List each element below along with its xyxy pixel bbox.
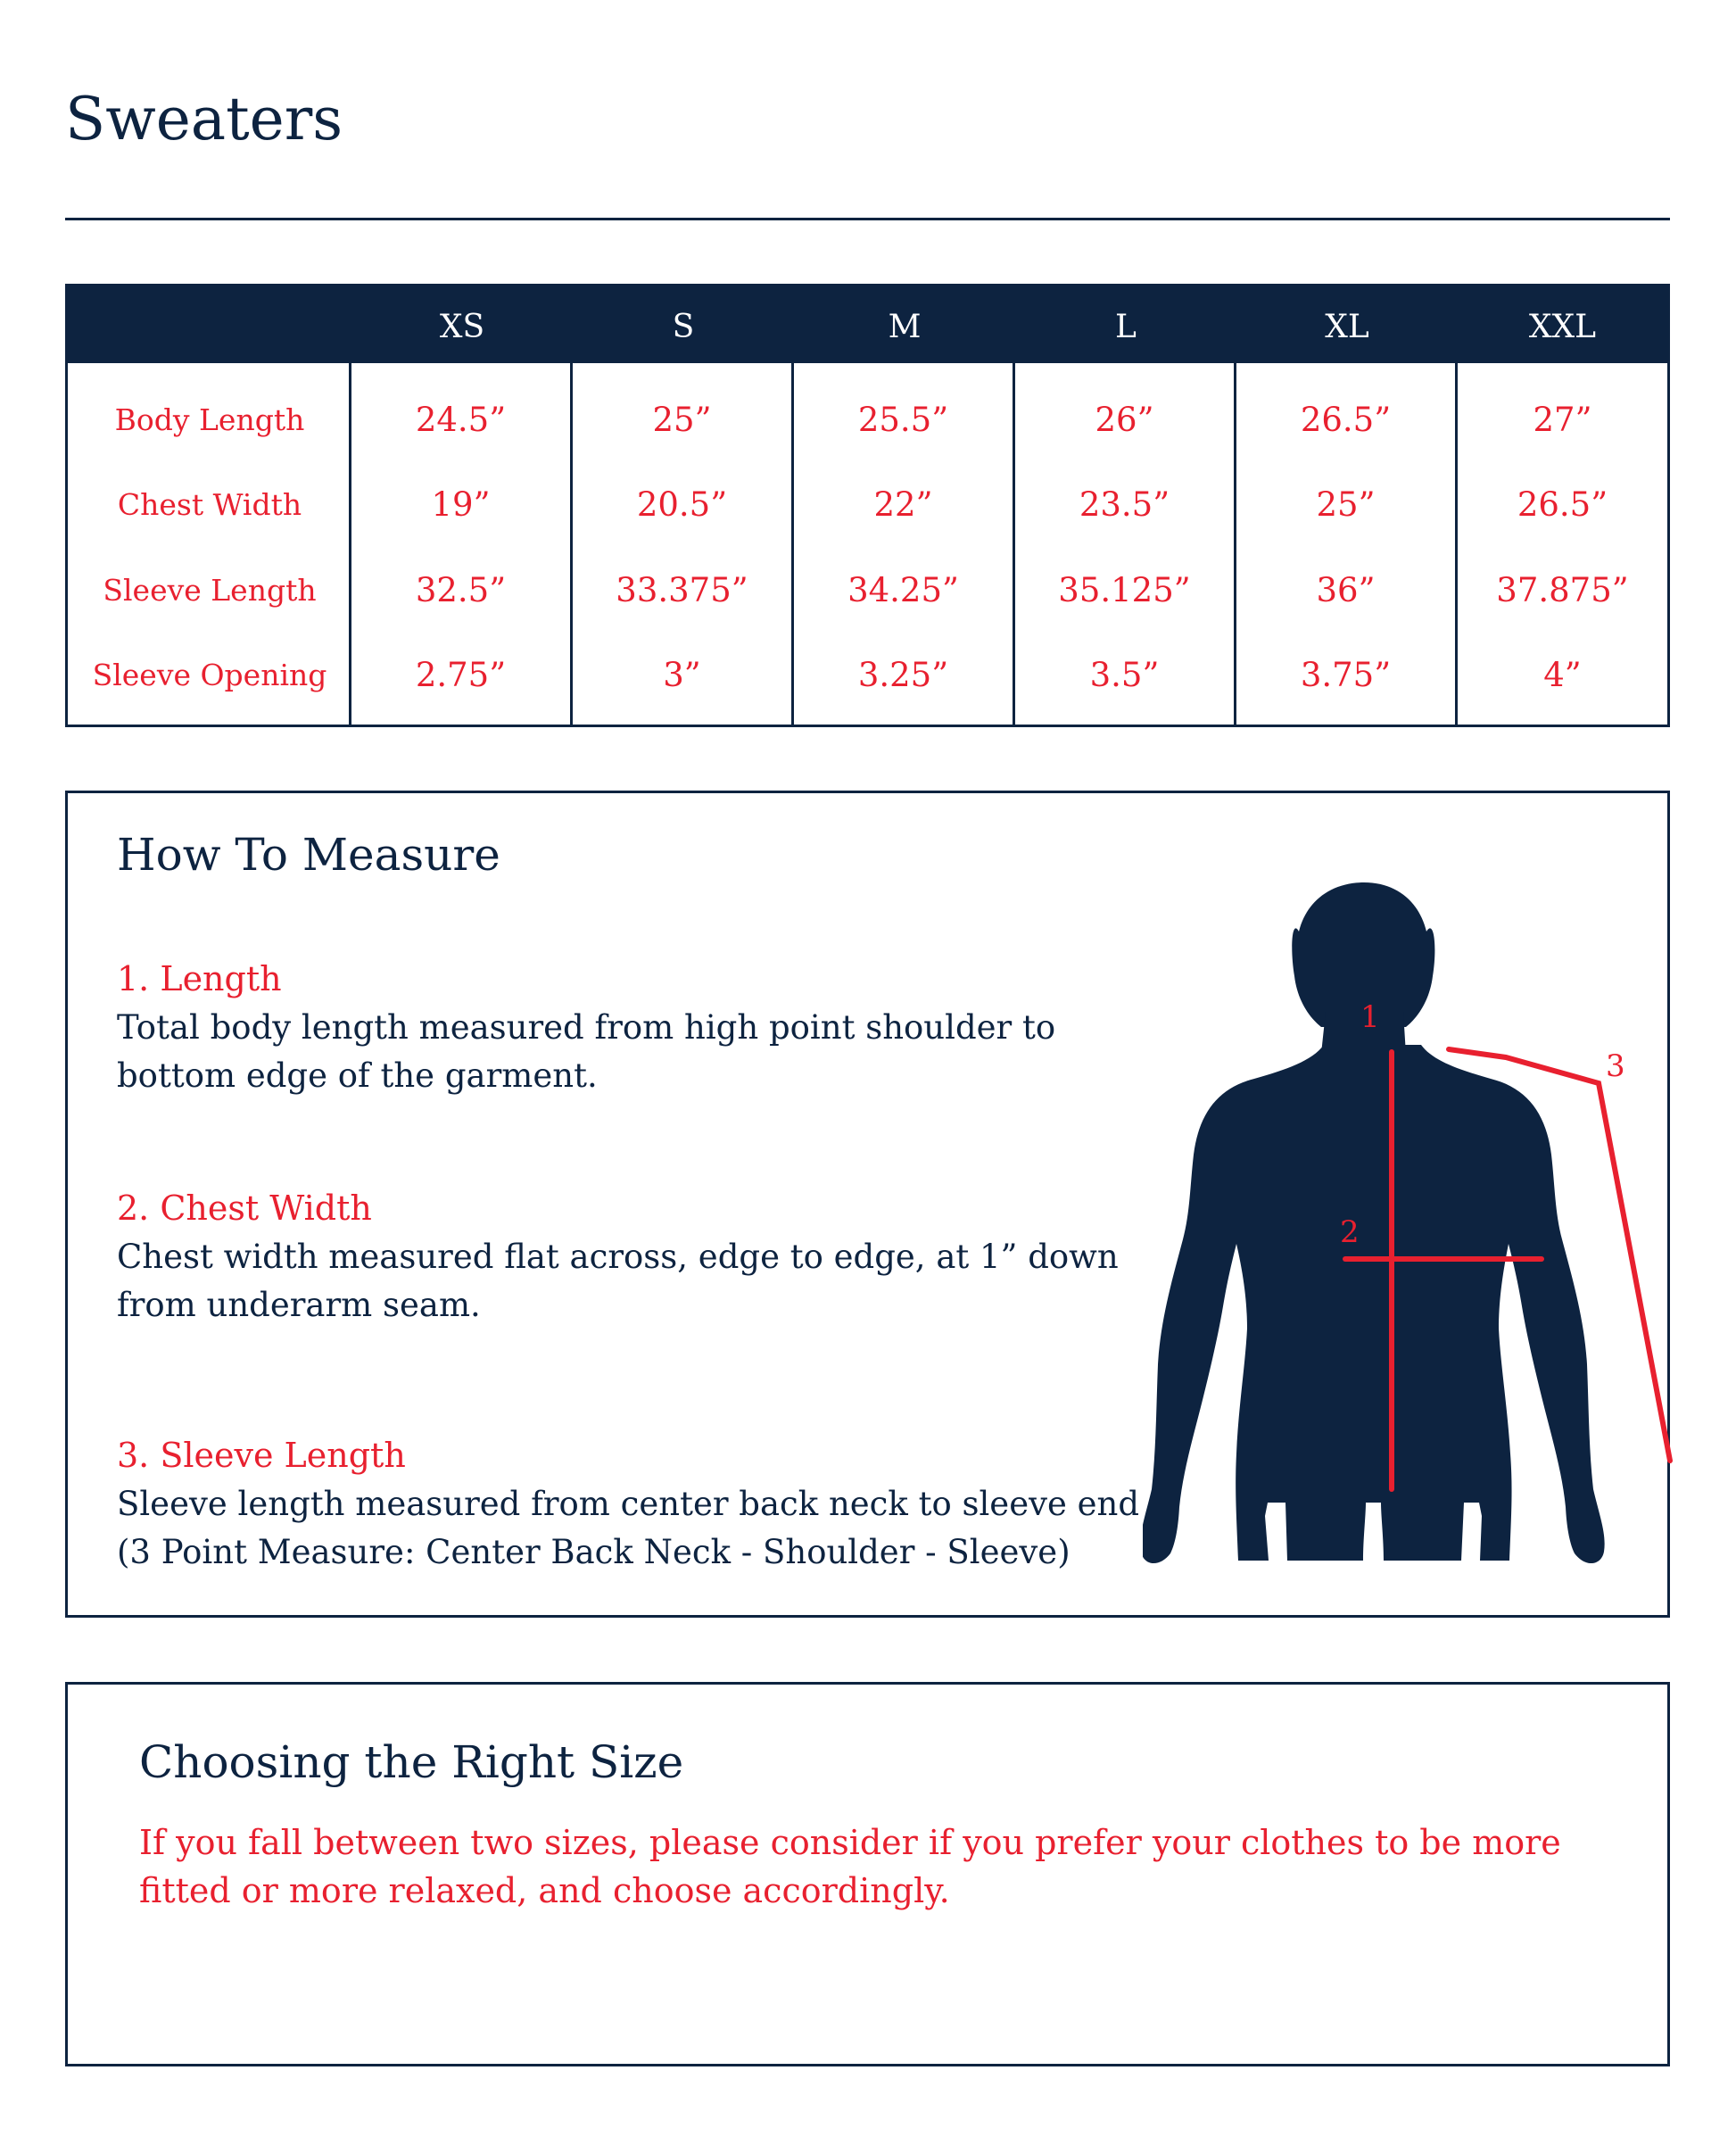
- table-cell: 32.5”: [415, 571, 507, 609]
- table-cell: 25”: [652, 401, 712, 439]
- step-length-title: 1. Length: [117, 959, 282, 998]
- body-silhouette-icon: [1143, 882, 1605, 1563]
- table-cell: 33.375”: [616, 571, 748, 609]
- title-divider: [65, 218, 1670, 220]
- table-cell: 3”: [663, 656, 701, 694]
- choosing-size-title: Choosing the Right Size: [139, 1736, 684, 1788]
- row-label-body-length: Body Length: [114, 402, 305, 437]
- table-cell: 19”: [431, 485, 491, 524]
- size-header-xl: XL: [1325, 309, 1369, 345]
- table-cell: 22”: [873, 485, 933, 524]
- how-to-measure-title: How To Measure: [117, 829, 500, 881]
- marker-3: 3: [1606, 1048, 1625, 1084]
- choosing-size-panel: [65, 1682, 1670, 2066]
- how-to-measure-panel: [65, 791, 1670, 1618]
- size-header-l: L: [1115, 309, 1137, 345]
- body-measurement-figure: [1143, 811, 1723, 1596]
- size-header-xs: XS: [439, 309, 485, 345]
- table-cell: 35.125”: [1058, 571, 1191, 609]
- table-cell: 4”: [1543, 656, 1582, 694]
- marker-2: 2: [1340, 1214, 1360, 1250]
- choosing-size-text: If you fall between two sizes, please consider if you prefer your clothes to be more fitted or more relaxed, and choose accordingly.: [139, 1823, 1561, 1910]
- step-sleeve-title: 3. Sleeve Length: [117, 1436, 406, 1475]
- table-cell: 26.5”: [1300, 401, 1392, 439]
- step-chest-title: 2. Chest Width: [117, 1188, 372, 1228]
- table-cell: 3.25”: [857, 656, 949, 694]
- table-cell: 20.5”: [636, 485, 728, 524]
- table-cell: 3.75”: [1300, 656, 1392, 694]
- size-chart-table: [65, 284, 1670, 727]
- page-title: Sweaters: [65, 85, 343, 153]
- size-header-xxl: XXL: [1528, 309, 1597, 345]
- table-cell: 23.5”: [1079, 485, 1170, 524]
- row-label-sleeve-opening: Sleeve Opening: [92, 658, 327, 692]
- table-cell: 26”: [1095, 401, 1154, 439]
- table-cell: 25”: [1316, 485, 1376, 524]
- size-header-m: M: [888, 309, 922, 345]
- step-sleeve-text: Sleeve length measured from center back neck to sleeve end (3 Point Measure: Center Back Neck - Shoulder - Sleeve): [117, 1485, 1140, 1571]
- table-cell: 26.5”: [1517, 485, 1608, 524]
- row-label-chest-width: Chest Width: [117, 487, 302, 522]
- table-cell: 3.5”: [1089, 656, 1160, 694]
- size-header-row: [68, 286, 1667, 363]
- table-cell: 25.5”: [857, 401, 949, 439]
- table-cell: 2.75”: [415, 656, 507, 694]
- table-cell: 36”: [1316, 571, 1376, 609]
- step-length-text: Total body length measured from high point shoulder to bottom edge of the garment.: [117, 1008, 1056, 1095]
- step-chest-text: Chest width measured flat across, edge to edge, at 1” down from underarm seam.: [117, 1238, 1119, 1324]
- table-cell: 34.25”: [847, 571, 959, 609]
- table-cell: 24.5”: [415, 401, 507, 439]
- row-label-sleeve-length: Sleeve Length: [103, 573, 317, 608]
- size-header-s: S: [672, 309, 695, 345]
- marker-1: 1: [1360, 999, 1380, 1035]
- table-cell: 27”: [1533, 401, 1592, 439]
- table-cell: 37.875”: [1496, 571, 1629, 609]
